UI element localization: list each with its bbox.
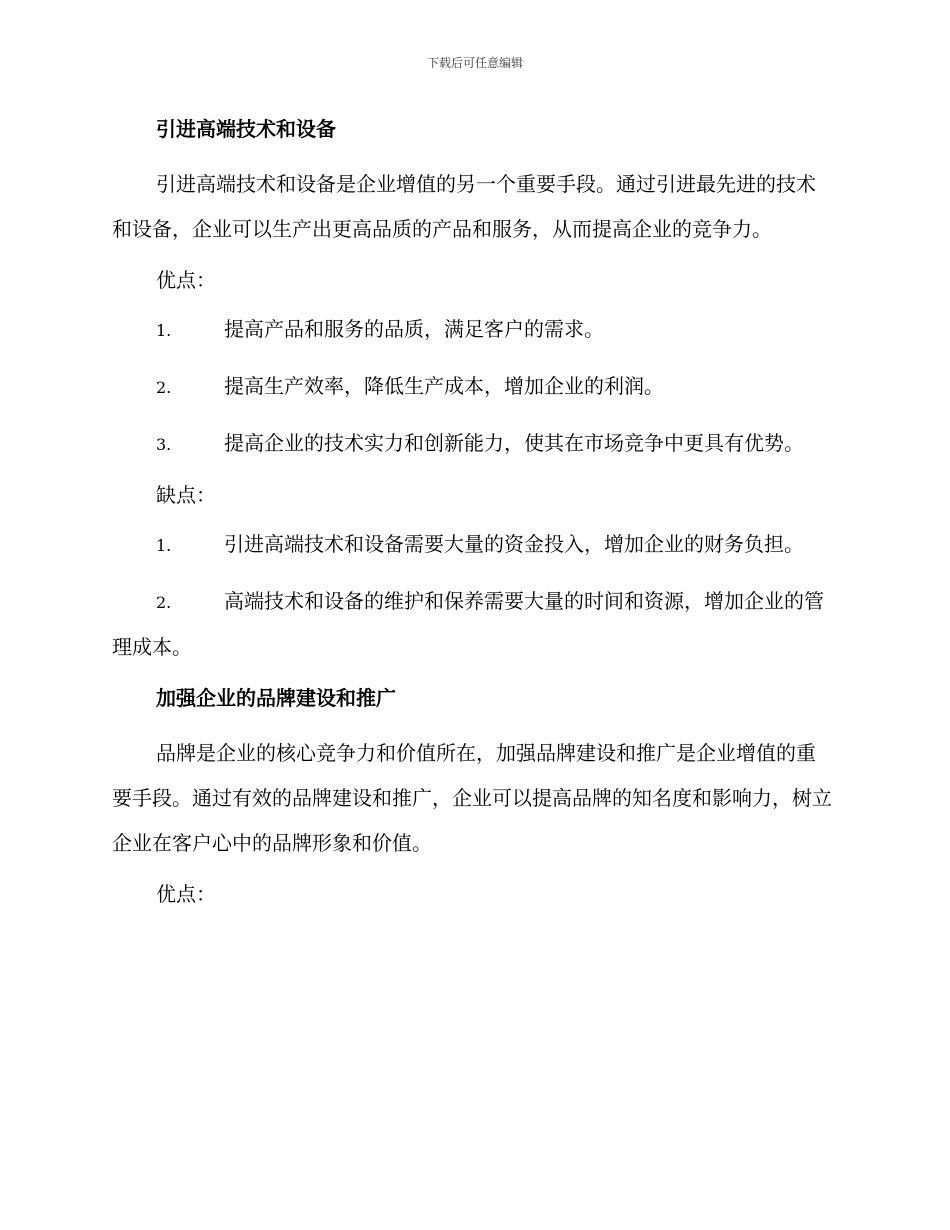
list-number: 1.: [156, 321, 172, 340]
cons-label: 缺点：: [156, 483, 216, 507]
section-heading-brand: 加强企业的品牌建设和推广: [156, 686, 396, 710]
list-item: [112, 579, 834, 670]
list-text: 高端技术和设备的维护和保养需要大量的时间和资源，增加企业的管理成本。: [112, 589, 824, 659]
document-body: [112, 113, 834, 910]
list-text: 提高生产效率，降低生产成本，增加企业的利润。: [224, 374, 664, 398]
list-item: [112, 307, 834, 353]
list-number: 1.: [156, 536, 172, 555]
list-text: 提高企业的技术实力和创新能力，使其在市场竞争中更具有优势。: [224, 431, 804, 455]
list-text: 提高产品和服务的品质，满足客户的需求。: [224, 317, 604, 341]
section-paragraph-tech: 引进高端技术和设备是企业增值的另一个重要手段。通过引进最先进的技术和设备，企业可以生产出更高品质的产品和服务，从而提高企业的竞争力。: [112, 172, 816, 241]
list-number: 3.: [156, 435, 172, 454]
header-note: 下载后可任意编辑: [426, 56, 523, 70]
list-text: 引进高端技术和设备需要大量的资金投入，增加企业的财务负担。: [224, 532, 804, 556]
list-number: 2.: [156, 378, 172, 397]
list-number: 2.: [156, 593, 172, 612]
list-item: [112, 421, 834, 467]
pros-label: 优点：: [156, 268, 216, 292]
section-paragraph-brand: 品牌是企业的核心竞争力和价值所在，加强品牌建设和推广是企业增值的重要手段。通过有效的品牌建设和推广，企业可以提高品牌的知名度和影响力，树立企业在客户心中的品牌形象和价值。: [112, 741, 832, 855]
pros-label: 优点：: [156, 882, 216, 906]
list-item: [112, 522, 834, 568]
list-item: [112, 364, 834, 410]
section-heading-tech: 引进高端技术和设备: [156, 117, 336, 141]
